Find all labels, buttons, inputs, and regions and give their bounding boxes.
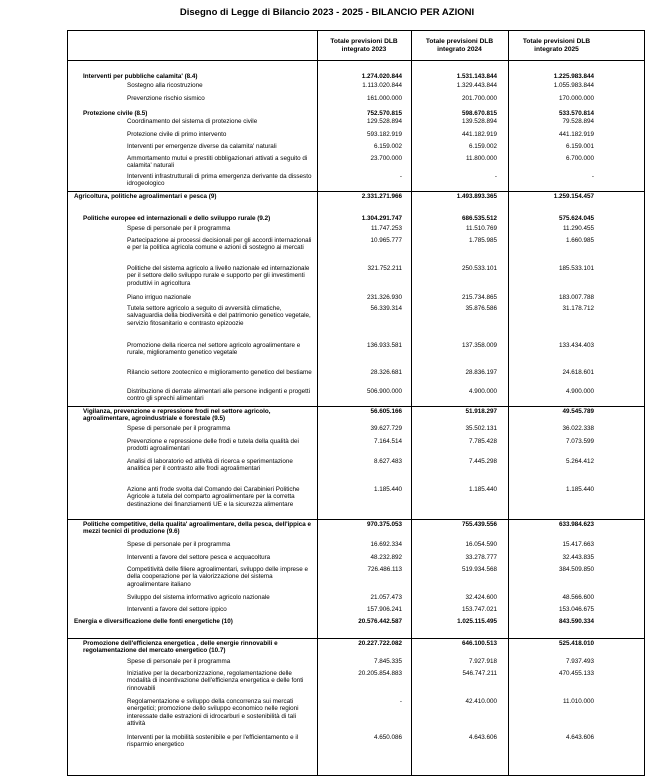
row-value-2025: 7.937.493 (565, 658, 594, 665)
row-value-2024: - (494, 173, 497, 180)
row-label: Coordinamento del sistema di protezione civile (127, 118, 258, 125)
row-label: Spese di personale per il programma (127, 658, 231, 665)
row-label: Spese di personale per il programma (127, 225, 231, 232)
row-value-2023: 21.057.473 (370, 594, 402, 601)
row-value-2024: 7.927.918 (468, 658, 497, 665)
row-label: Azione anti frode svolta dal Comando dei Carabinieri Politiche Agricole a tutela del comparto agroalimentare per la corretta destinazione dei finanziamenti UE e la sicurezza alimentare (127, 486, 300, 508)
row-label: Tutela settore agricolo a seguito di avversità climatiche, salvaguardia della biodiversità e del patrimonio genetico vegetale, servizio fitosanitario e contrasto epizoozie (127, 305, 311, 327)
row-value-2025: 11.010.000 (562, 698, 594, 705)
row-value-2023: 10.965.777 (370, 237, 402, 244)
row-value-2024: 1.493.893.365 (456, 193, 497, 200)
row-value-2023: 39.627.729 (370, 425, 402, 432)
row-value-2025: 843.590.334 (558, 618, 594, 625)
row-value-2023: - (399, 698, 402, 705)
row-value-2024: 1.531.143.844 (456, 73, 497, 80)
row-value-2023: 157.906.241 (366, 606, 402, 613)
row-value-2025: 133.434.403 (558, 342, 594, 349)
row-value-2025: 633.984.623 (558, 521, 594, 528)
row-label: Sostegno alla ricostruzione (127, 82, 203, 89)
row-value-2023: 28.326.681 (370, 369, 402, 376)
row-value-2024: 646.100.513 (461, 640, 497, 647)
row-value-2024: 35.502.131 (465, 425, 497, 432)
row-label: Interventi per la mobilità sostenibile e per l'efficientamento e il risparmio energetico (127, 734, 299, 749)
row-value-2023: 48.232.892 (370, 554, 402, 561)
row-value-2025: 11.290.455 (562, 225, 594, 232)
row-label: Protezione civile (8.5) (83, 110, 148, 117)
row-label: Interventi infrastrutturali di prima emergenza derivante da dissesto idrogeologico (127, 173, 312, 188)
row-label: Prevenzione rischio sismico (127, 95, 205, 102)
row-value-2025: - (591, 173, 594, 180)
row-value-2025: 15.417.663 (562, 541, 594, 548)
row-value-2023: 1.185.440 (373, 486, 402, 493)
row-value-2025: 1.185.440 (565, 486, 594, 493)
row-value-2024: 755.439.556 (461, 521, 497, 528)
row-value-2024: 28.836.197 (465, 369, 497, 376)
row-value-2023: 726.486.113 (367, 566, 402, 573)
header-divider (67, 60, 645, 61)
row-value-2024: 1.329.443.844 (456, 82, 497, 89)
row-value-2025: 1.259.154.457 (553, 193, 594, 200)
row-divider (67, 406, 645, 407)
row-value-2025: 32.443.835 (562, 554, 594, 561)
row-value-2024: 4.643.606 (468, 734, 497, 741)
row-value-2025: 49.545.789 (562, 408, 594, 415)
row-value-2023: 56.605.166 (370, 408, 402, 415)
row-value-2024: 519.934.568 (461, 566, 497, 573)
row-value-2024: 11.800.000 (465, 155, 497, 162)
row-value-2025: 79.528.894 (562, 118, 594, 125)
row-value-2023: 56.339.314 (370, 305, 402, 312)
row-value-2023: 752.570.815 (366, 110, 402, 117)
column-header-2024: Totale previsioni DLB integrato 2024 (425, 38, 494, 53)
column-header-2025: Totale previsioni DLB integrato 2025 (522, 38, 591, 53)
column-header-2023: Totale previsioni DLB integrato 2023 (330, 38, 398, 53)
row-value-2024: 51.918.297 (465, 408, 497, 415)
row-value-2023: 129.528.894 (366, 118, 402, 125)
row-value-2023: 136.933.581 (366, 342, 402, 349)
row-label: Partecipazione ai processi decisionali per gli accordi internazionali e per la politica agricola comune e azioni di sostegno ai mercati (127, 237, 312, 252)
row-label: Interventi a favore del settore pesca e acquacoltura (127, 554, 271, 561)
row-value-2023: 6.159.002 (373, 143, 402, 150)
row-value-2024: 6.159.002 (468, 143, 497, 150)
row-value-2023: 20.576.442.587 (358, 618, 402, 625)
row-value-2024: 137.358.009 (461, 342, 497, 349)
row-value-2023: 11.747.253 (370, 225, 402, 232)
row-label: Politiche del sistema agricolo a livello nazionale ed internazionale per il settore dello sviluppo rurale e supporto per gli investimenti produttivi in agricoltura (127, 265, 310, 287)
row-label: Protezione civile di primo intervento (127, 131, 227, 138)
row-label: Rilancio settore zootecnico e miglioramento genetico del bestiame (127, 369, 312, 376)
row-value-2024: 1.785.985 (468, 237, 497, 244)
row-value-2023: 161.000.000 (366, 95, 402, 102)
row-value-2023: 20.205.854.883 (358, 670, 402, 677)
row-value-2025: 4.643.606 (565, 734, 594, 741)
row-value-2023: 16.692.334 (370, 541, 402, 548)
row-label: Politiche competitive, della qualita' agroalimentare, della pesca, dell'ippica e mezzi tecnici di produzione (9.6) (83, 521, 312, 536)
row-label: Promozione della ricerca nel settore agricolo agroalimentare e rurale, miglioramento genetico vegetale (127, 342, 301, 357)
row-value-2025: 1.055.983.844 (553, 82, 594, 89)
row-label: Prevenzione e repressione delle frodi e tutela della qualità dei prodotti agroalimentari (127, 438, 299, 453)
row-value-2024: 33.278.777 (465, 554, 497, 561)
row-value-2025: 153.046.675 (558, 606, 594, 613)
row-label: Regolamentazione e sviluppo della concorrenza sui mercati energetici; promozione dello sviluppo economico nelle regioni interessate dalle estrazioni di idrocarburi e sostenibilità di tali attività (127, 698, 299, 728)
row-value-2023: 231.326.930 (366, 294, 402, 301)
row-value-2025: 1.660.985 (565, 237, 594, 244)
row-value-2025: 48.566.600 (562, 594, 594, 601)
row-value-2025: 441.182.919 (558, 131, 594, 138)
row-value-2023: 1.274.020.844 (361, 73, 402, 80)
row-label: Vigilanza, prevenzione e repressione frodi nel settore agricolo, agroalimentare, agroindustriale e forestale (9.5) (83, 408, 271, 423)
row-value-2024: 250.533.101 (461, 265, 497, 272)
row-value-2025: 31.178.712 (562, 305, 594, 312)
row-value-2025: 5.264.412 (565, 458, 594, 465)
row-value-2025: 24.618.601 (562, 369, 594, 376)
row-value-2025: 1.225.983.844 (553, 73, 594, 80)
row-label: Agricoltura, politiche agroalimentari e pesca (9) (74, 193, 217, 200)
row-divider (67, 519, 645, 520)
row-value-2024: 201.700.000 (461, 95, 497, 102)
row-label: Sviluppo del sistema informativo agricolo nazionale (127, 594, 270, 601)
row-value-2023: 23.700.000 (370, 155, 402, 162)
row-value-2023: 321.752.211 (367, 265, 402, 272)
row-value-2024: 7.445.298 (468, 458, 497, 465)
row-value-2023: 7.845.335 (373, 658, 402, 665)
row-divider (67, 638, 645, 639)
row-value-2024: 1.025.115.495 (457, 618, 497, 625)
row-value-2024: 32.424.600 (465, 594, 497, 601)
row-value-2024: 139.528.894 (461, 118, 497, 125)
row-value-2024: 1.185.440 (468, 486, 497, 493)
row-label: Analisi di laboratorio ed attività di ricerca e sperimentazione analitica per il contrasto alle frodi agroalimentari (127, 458, 293, 473)
row-value-2023: 7.164.514 (373, 438, 402, 445)
row-value-2023: 970.375.053 (366, 521, 402, 528)
row-value-2024: 215.734.865 (461, 294, 497, 301)
row-value-2024: 16.054.590 (465, 541, 497, 548)
row-value-2024: 11.510.769 (465, 225, 497, 232)
row-value-2025: 525.418.010 (558, 640, 594, 647)
row-value-2025: 4.900.000 (565, 388, 594, 395)
row-value-2025: 575.624.045 (558, 215, 594, 222)
row-value-2023: - (399, 173, 402, 180)
row-value-2023: 593.182.919 (366, 131, 402, 138)
row-label: Competitività delle filiere agroalimentari, sviluppo delle imprese e della cooperazione per la valorizzazione del sistema agroalimentare italiano (127, 566, 308, 588)
row-value-2023: 2.331.271.966 (361, 193, 402, 200)
row-label: Spese di personale per il programma (127, 425, 231, 432)
row-label: Ammortamento mutui e prestiti obbligazionari attivati a seguito di calamita' naturali (127, 155, 308, 170)
row-value-2024: 686.535.512 (461, 215, 497, 222)
row-value-2024: 4.900.000 (468, 388, 497, 395)
row-value-2024: 441.182.919 (461, 131, 497, 138)
row-value-2023: 4.650.086 (373, 734, 402, 741)
row-value-2025: 183.007.788 (558, 294, 594, 301)
row-value-2024: 7.785.428 (468, 438, 497, 445)
row-value-2025: 533.570.814 (558, 110, 594, 117)
row-value-2025: 384.509.850 (558, 566, 594, 573)
row-value-2025: 470.455.133 (558, 670, 594, 677)
row-value-2025: 36.022.338 (562, 425, 594, 432)
row-label: Piano irriguo nazionale (127, 294, 192, 301)
row-label: Promozione dell'efficienza energetica , delle energie rinnovabili e regolamentazione del mercato energetico (10.7) (83, 640, 278, 655)
row-value-2025: 7.073.599 (565, 438, 594, 445)
row-label: Distribuzione di derrate alimentari alle persone indigenti e progetti contro gli sprechi alimentari (127, 388, 311, 403)
row-label: Interventi per pubbliche calamita' (8.4) (83, 73, 198, 80)
row-value-2024: 42.410.000 (465, 698, 497, 705)
row-label: Interventi per emergenze diverse da calamita' naturali (127, 143, 277, 150)
row-value-2025: 6.159.001 (565, 143, 594, 150)
row-value-2023: 1.304.291.747 (361, 215, 402, 222)
row-value-2024: 153.747.021 (461, 606, 497, 613)
row-value-2023: 1.113.020.844 (362, 82, 402, 89)
row-label: Energia e diversificazione delle fonti energetiche (10) (74, 618, 233, 625)
row-value-2024: 598.670.815 (461, 110, 497, 117)
row-value-2023: 506.900.000 (366, 388, 402, 395)
row-value-2023: 20.227.722.082 (358, 640, 402, 647)
row-value-2024: 546.747.211 (462, 670, 497, 677)
row-value-2023: 8.627.483 (373, 458, 402, 465)
row-divider (67, 191, 645, 192)
row-value-2024: 35.876.586 (465, 305, 497, 312)
row-value-2025: 6.700.000 (565, 155, 594, 162)
row-label: Iniziative per la decarbonizzazione, regolamentazione delle modalità di incentivazione dell'efficienza energetica e delle fonti rinnovabili (127, 670, 304, 692)
row-label: Politiche europee ed internazionali e dello sviluppo rurale (9.2) (83, 215, 271, 222)
document-title: Disegno di Legge di Bilancio 2023 - 2025 - BILANCIO PER AZIONI (179, 7, 475, 18)
row-label: Interventi a favore del settore ippico (127, 606, 227, 613)
row-value-2025: 185.533.101 (558, 265, 594, 272)
row-label: Spese di personale per il programma (127, 541, 231, 548)
row-value-2025: 170.000.000 (558, 95, 594, 102)
